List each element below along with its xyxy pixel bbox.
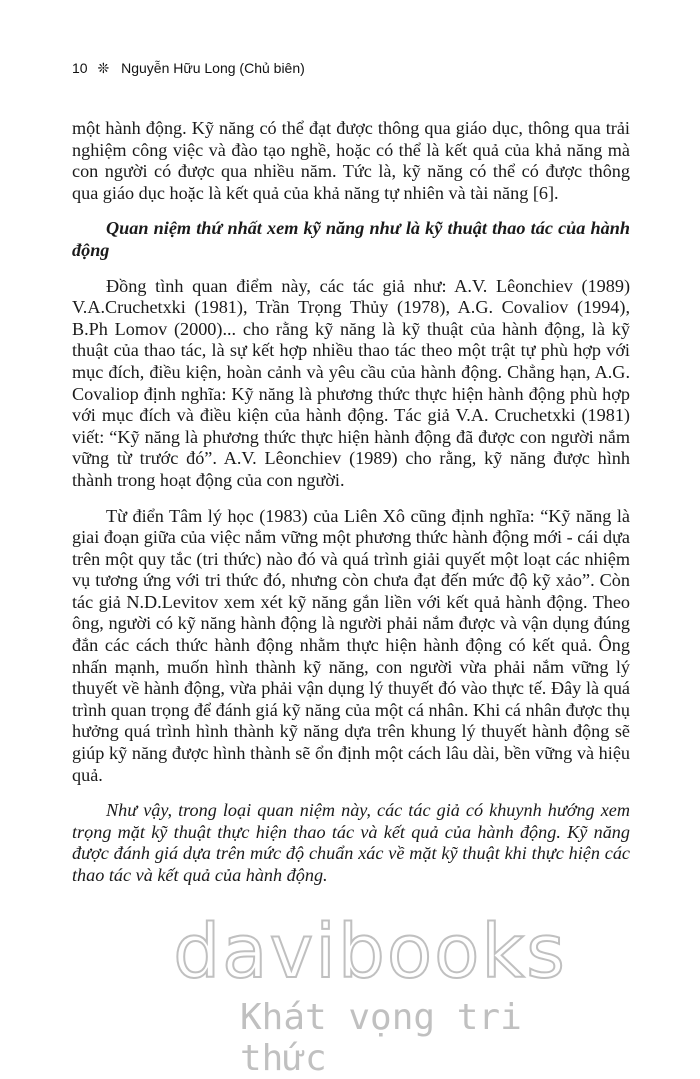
watermark-tagline: Khát vọng tri thức [240,997,522,1079]
header-separator-icon: ❊ [97,60,110,76]
paragraph-1: một hành động. Kỹ năng có thể đạt được thông qua giáo dục, thông qua trải nghiệm công việc và đào tạo nghề, hoặc có thể là kết quả của khả năng mà con người có được qua nhiều năm. Tức là, kỹ năng có thể có được thông qua giáo dục hoặc là kết quả của khả năng tự nhiên và tài năng [6]. [72,118,630,203]
page-number: 10 [72,60,88,76]
header-author: Nguyễn Hữu Long (Chủ biên) [121,60,305,76]
watermark-brand: davibooks [173,909,567,995]
running-header [72,60,305,77]
watermark [150,909,590,1079]
section-heading: Quan niệm thứ nhất xem kỹ năng như là kỹ thuật thao tác của hành động [72,218,630,260]
paragraph-3: Từ điển Tâm lý học (1983) của Liên Xô cũng định nghĩa: “Kỹ năng là giai đoạn giữa của việc nắm vững một phương thức hành động mới - cái dựa trên một quy tắc (tri thức) nào đó và quá trình giải quyết một loạt các nhiệm vụ tương ứng với tri thức đó, nhưng còn chưa đạt đến mức độ kỹ xảo”. Còn tác giả N.D.Levitov xem xét kỹ năng gắn liền với kết quả hành động. Theo ông, người có kỹ năng hành động là người phải nắm được và vận dụng đúng đắn các cách thức hành động nhằm thực hiện hành động có kết quả. Ông nhấn mạnh, muốn hình thành kỹ năng, con người vừa phải nắm vững lý thuyết về hành động, vừa phải vận dụng lý thuyết đó vào thực tế. Đây là quá trình quan trọng để đánh giá kỹ năng của một cá nhân. Khi cá nhân được thụ hưởng quá trình hình thành kỹ năng dựa trên khung lý thuyết hành động sẽ giúp kỹ năng được hình thành sẽ ổn định một cách lâu dài, bền vững và hiệu quả. [72,505,630,785]
page-body [72,118,630,901]
paragraph-4: Như vậy, trong loại quan niệm này, các tác giả có khuynh hướng xem trọng mặt kỹ thuật thực hiện thao tác và kết quả của hành động. Kỹ năng được đánh giá dựa trên mức độ chuẩn xác về mặt kỹ thuật khi thực hiện các thao tác và kết quả của hành động. [72,800,630,885]
paragraph-2: Đồng tình quan điểm này, các tác giả như: A.V. Lêonchiev (1989) V.A.Cruchetxki (1981), Trần Trọng Thủy (1978), A.G. Covaliov (1994), B.Ph Lomov (2000)... cho rằng kỹ năng là kỹ thuật của hành động, là kỹ thuật của thao tác, là sự kết hợp nhiều thao tác theo một trật tự phù hợp với mục đích, điều kiện, hoàn cảnh và yêu cầu của hành động. Chẳng hạn, A.G. Covaliop định nghĩa: Kỹ năng là phương thức thực hiện hành động phù hợp với mục đích và điều kiện của hành động. Tác giả V.A. Cruchetxki (1981) viết: “Kỹ năng là phương thức thực hiện hành động đã được con người nắm vững từ trước đó”. A.V. Lêonchiev (1989) cho rằng, kỹ năng được hình thành trong hoạt động của con người. [72,275,630,490]
